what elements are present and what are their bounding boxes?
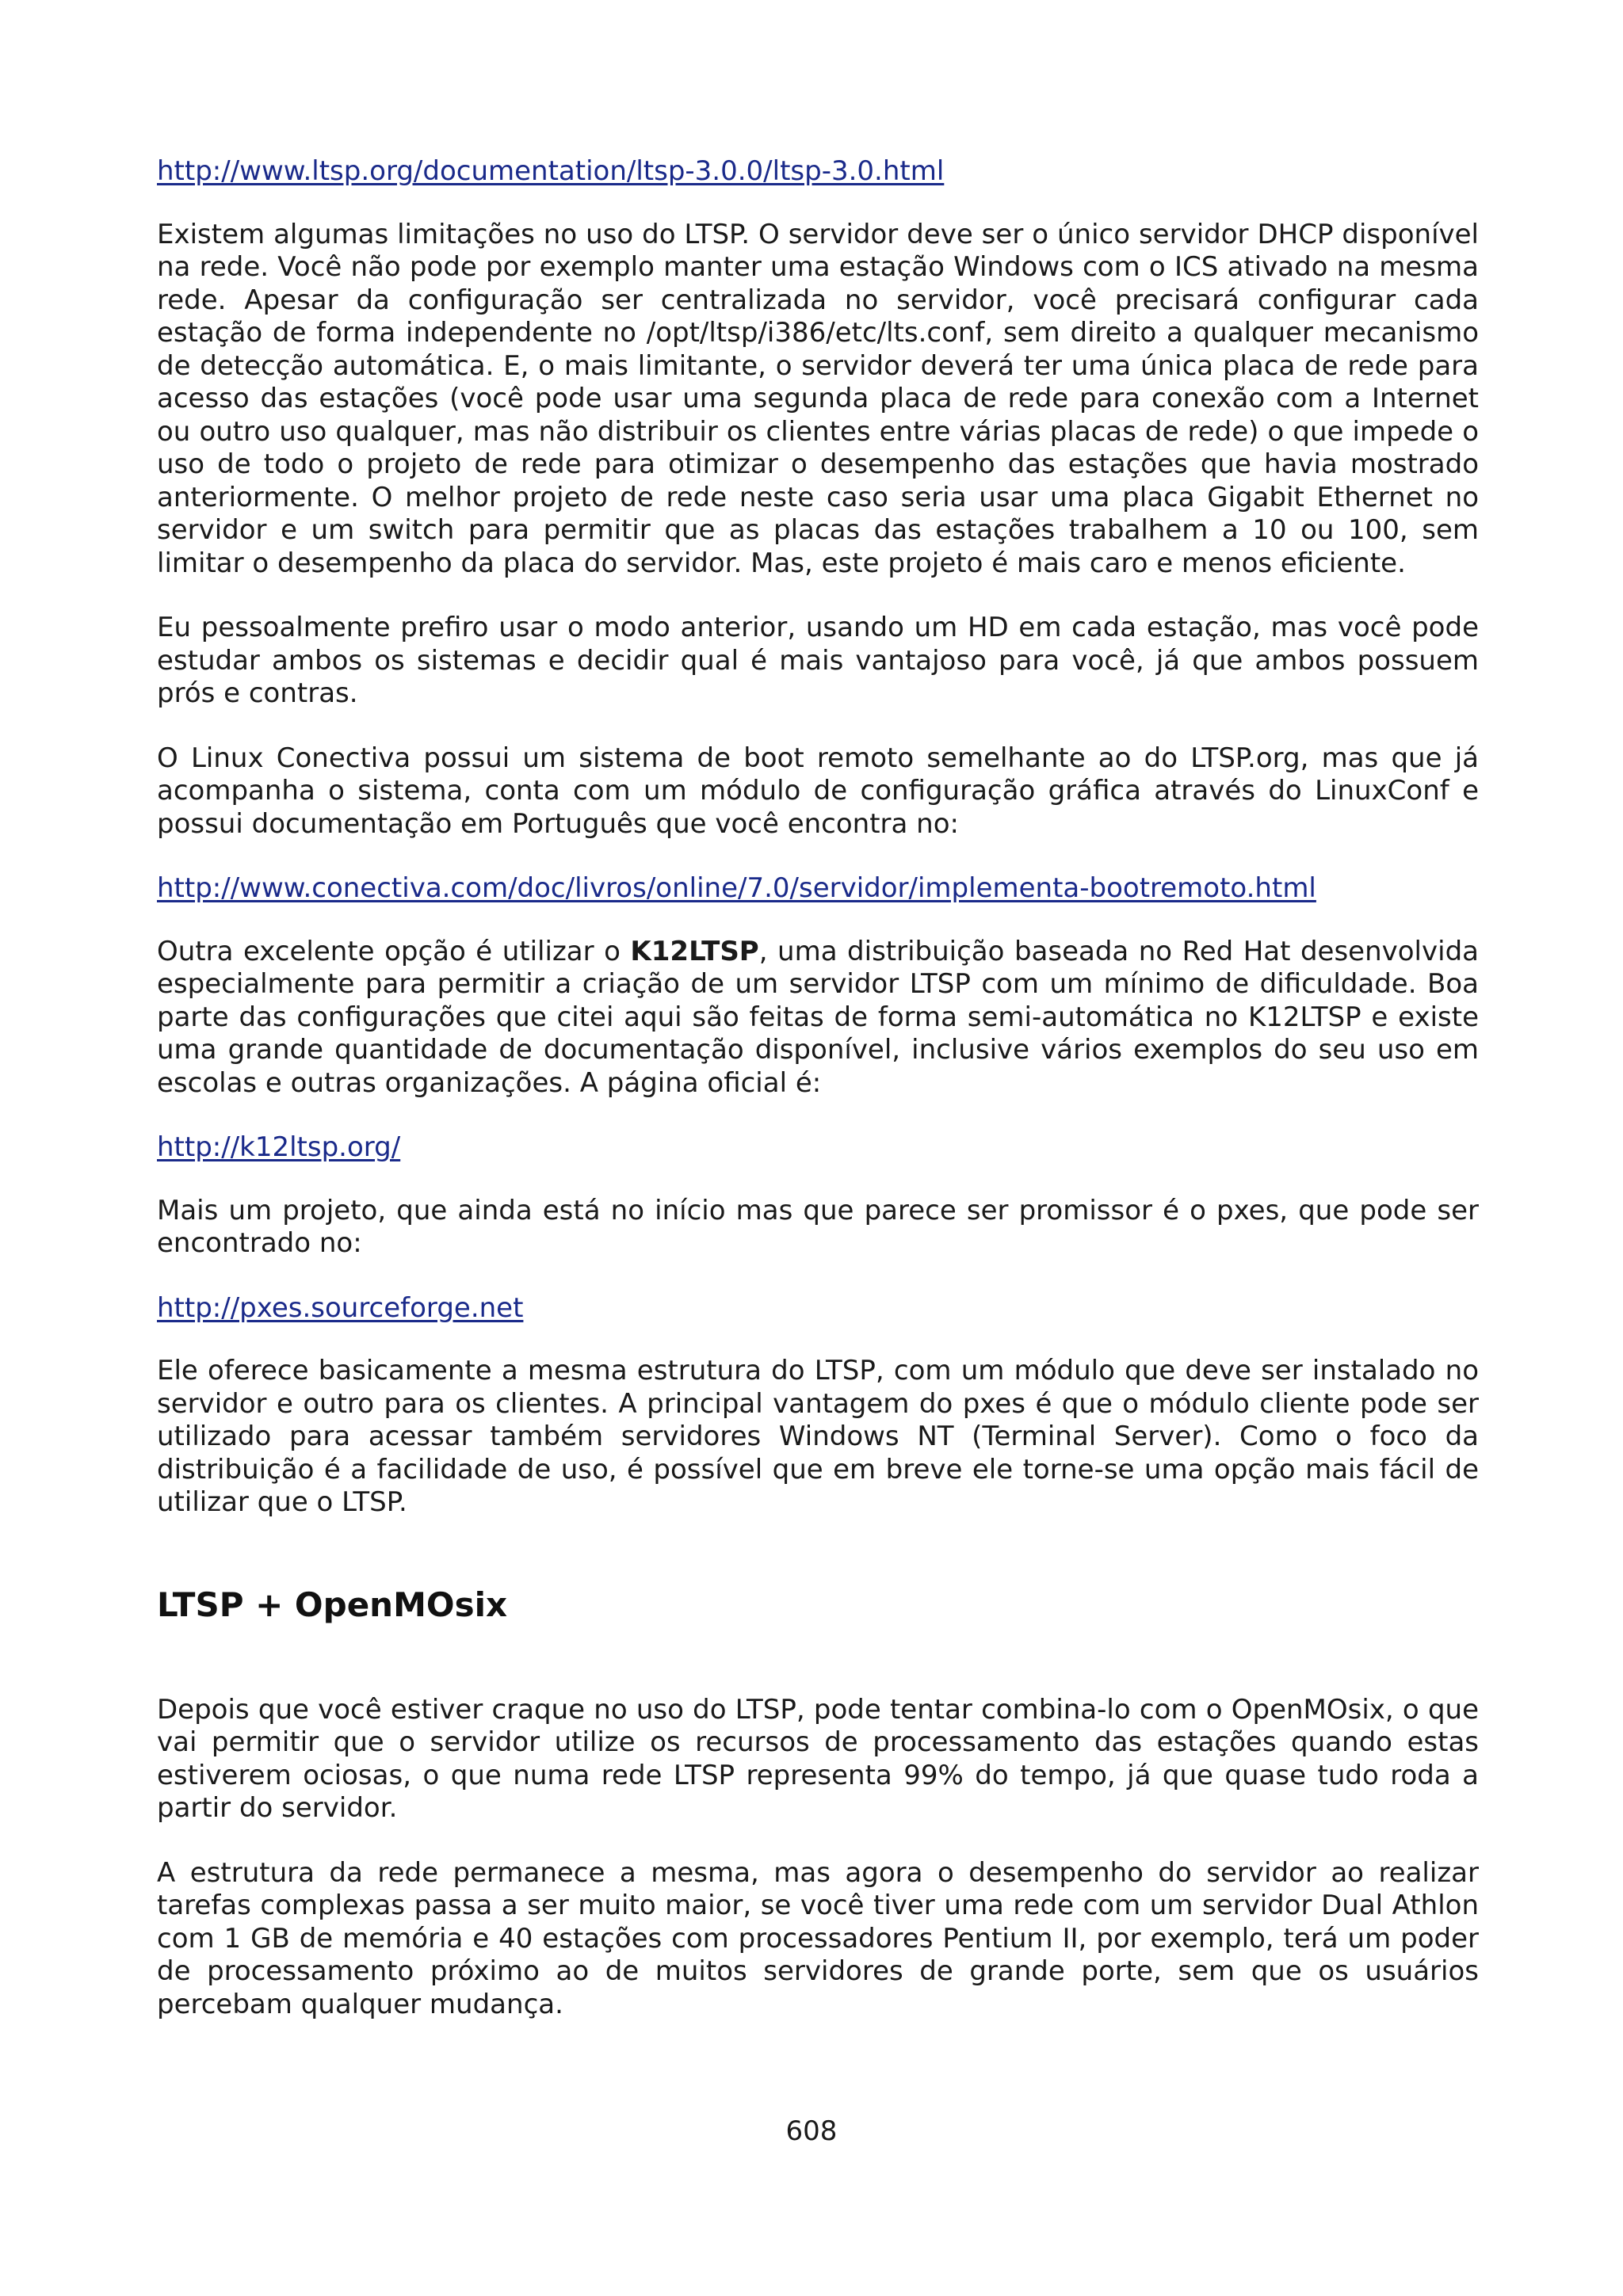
k12-text-before: Outra excelente opção é utilizar o bbox=[157, 935, 631, 967]
document-page bbox=[157, 155, 1479, 2053]
paragraph-pxes-intro: Mais um projeto, que ainda está no início mas que parece ser promissor é o pxes, que pode ser encontrado no: bbox=[157, 1194, 1479, 1259]
paragraph-limitations: Existem algumas limitações no uso do LTSP. O servidor deve ser o único servidor DHCP disponível na rede. Você não pode por exemplo manter uma estação Windows com o ICS ativado na mesma rede. Apesar da configuração ser centralizada no servidor, você precisará configurar cada estação de forma independente no /opt/ltsp/i386/etc/lts.conf, sem direito a qualquer mecanismo de detecção automática. E, o mais limitante, o servidor deverá ter uma única placa de rede para acesso das estações (você pode usar uma segunda placa de rede para conexão com a Internet ou outro uso qualquer, mas não distribuir os clientes entre várias placas de rede) o que impede o uso de todo o projeto de rede para otimizar o desempenho das estações que havia mostrado anteriormente. O melhor projeto de rede neste caso seria usar uma placa Gigabit Ethernet no servidor e um switch para permitir que as placas das estações trabalhem a 10 ou 100, sem limitar o desempenho da placa do servidor. Mas, este projeto é mais caro e menos eficiente. bbox=[157, 218, 1479, 579]
pxes-link[interactable]: http://pxes.sourceforge.net bbox=[157, 1291, 524, 1324]
k12ltsp-link[interactable]: http://k12ltsp.org/ bbox=[157, 1131, 401, 1163]
link-line-pxes bbox=[157, 1292, 1479, 1325]
section-heading: LTSP + OpenMOsix bbox=[157, 1585, 508, 1624]
link-line-conectiva bbox=[157, 872, 1479, 906]
paragraph-openmosix-structure: A estrutura da rede permanece a mesma, mas agora o desempenho do servidor ao realizar tarefas complexas passa a ser muito maior, se você tiver uma rede com um servidor Dual Athlon com 1 GB de memória e 40 estações com processadores Pentium II, por exemplo, terá um poder de processamento próximo ao de muitos servidores de grande porte, sem que os usuários percebam qualquer mudança. bbox=[157, 1856, 1479, 2020]
link-line-ltsp-doc bbox=[157, 155, 1479, 189]
link-line-k12ltsp bbox=[157, 1131, 1479, 1165]
paragraph-conectiva: O Linux Conectiva possui um sistema de boot remoto semelhante ao do LTSP.org, mas que já acompanha o sistema, conta com um módulo de configuração gráfica através do LinuxConf e possui documentação em Português que você encontra no: bbox=[157, 742, 1479, 840]
paragraph-k12ltsp bbox=[157, 936, 1479, 1100]
k12-text-after: , uma distribuição baseada no Red Hat desenvolvida especialmente para permitir a criação de um servidor LTSP com um mínimo de dificuldade. Boa parte das configurações que citei aqui são feitas de forma semi-automática no K12LTSP e existe uma grande quantidade de documentação disponível, inclusive vários exemplos do seu uso em escolas e outras organizações. A página oficial é: bbox=[157, 935, 1479, 1099]
conectiva-link[interactable]: http://www.conectiva.com/doc/livros/online/7.0/servidor/implementa-bootremoto.html bbox=[157, 872, 1316, 904]
paragraph-openmosix-intro: Depois que você estiver craque no uso do LTSP, pode tentar combina-lo com o OpenMOsix, o que vai permitir que o servidor utilize os recursos de processamento das estações quando estas estiverem ociosas, o que numa rede LTSP representa 99% do tempo, já que quase tudo roda a partir do servidor. bbox=[157, 1693, 1479, 1824]
paragraph-preference: Eu pessoalmente prefiro usar o modo anterior, usando um HD em cada estação, mas você pode estudar ambos os sistemas e decidir qual é mais vantajoso para você, já que ambos possuem prós e contras. bbox=[157, 612, 1479, 709]
page-number: 608 bbox=[785, 2115, 838, 2147]
ltsp-doc-link[interactable]: http://www.ltsp.org/documentation/ltsp-3.0.0/ltsp-3.0.html bbox=[157, 155, 945, 187]
paragraph-pxes-description: Ele oferece basicamente a mesma estrutura do LTSP, com um módulo que deve ser instalado no servidor e outro para os clientes. A principal vantagem do pxes é que o módulo cliente pode ser utilizado para acessar também servidores Windows NT (Terminal Server). Como o foco da distribuição é a facilidade de uso, é possível que em breve ele torne-se uma opção mais fácil de utilizar que o LTSP. bbox=[157, 1355, 1479, 1518]
k12ltsp-bold: K12LTSP bbox=[630, 935, 759, 967]
